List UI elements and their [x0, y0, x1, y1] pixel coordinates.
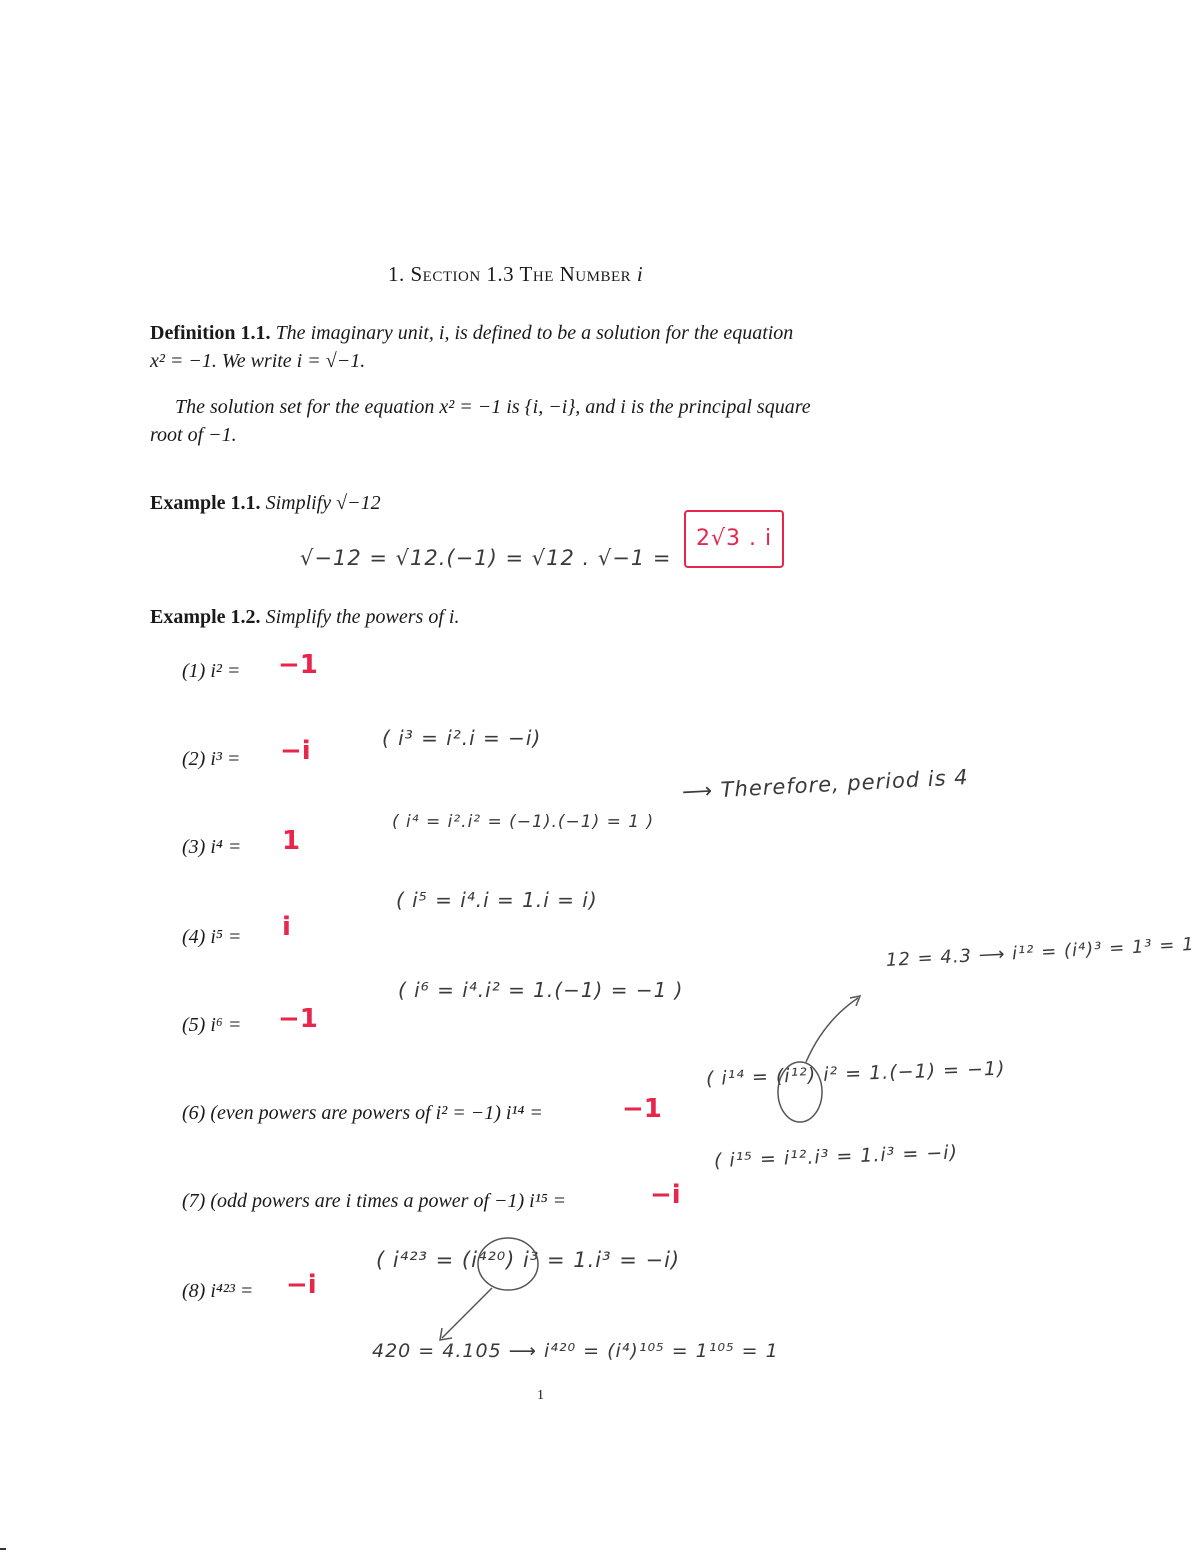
example2-prompt: Simplify the powers of i. — [265, 606, 460, 628]
example1-label: Example 1.1. — [150, 492, 261, 514]
item5-work: ( i⁶ = i⁴.i² = 1.(−1) = −1 ) — [398, 978, 684, 1002]
item6-answer: −1 — [622, 1094, 662, 1124]
example1-prompt: Simplify √−12 — [265, 492, 381, 514]
item3-answer: 1 — [282, 826, 301, 856]
item5-question: (5) i⁶ = — [182, 1014, 242, 1036]
definition-text: The imaginary unit, i, is defined to be a solution for the equation — [275, 322, 794, 344]
arrowhead-i12 — [850, 996, 860, 1006]
item4-work: ( i⁵ = i⁴.i = 1.i = i) — [396, 888, 598, 912]
item3-note: ⟶ Therefore, period is 4 — [681, 765, 970, 804]
item8-question: (8) i⁴²³ = — [182, 1280, 254, 1302]
item4-question: (4) i⁵ = — [182, 926, 242, 948]
section-title-symbol: i — [636, 262, 644, 286]
item5-answer: −1 — [278, 1004, 318, 1034]
item1-answer: −1 — [278, 650, 318, 680]
scan-mark — [0, 1548, 6, 1550]
item3-work: ( i⁴ = i².i² = (−1).(−1) = 1 ) — [392, 812, 655, 832]
item7-answer: −i — [650, 1180, 681, 1210]
item1-question: (1) i² = — [182, 660, 241, 682]
page-number: 1 — [537, 1388, 544, 1403]
side-note-420: 420 = 4.105 ⟶ i⁴²⁰ = (i⁴)¹⁰⁵ = 1¹⁰⁵ = 1 — [372, 1340, 779, 1362]
example1-work: √−12 = √12.(−1) = √12 . √−1 = — [300, 546, 672, 570]
solution-note-line1: The solution set for the equation x² = −1 is {i, −i}, and i is the principal square — [175, 396, 811, 418]
example2-label: Example 1.2. — [150, 606, 261, 628]
item8-answer: −i — [286, 1270, 317, 1300]
item7-work: ( i¹⁵ = i¹².i³ = 1.i³ = −i) — [713, 1141, 959, 1172]
item6-work: ( i¹⁴ = (i¹²) i² = 1.(−1) = −1) — [705, 1057, 1006, 1090]
item8-work: ( i⁴²³ = (i⁴²⁰) i³ = 1.i³ = −i) — [376, 1248, 681, 1272]
item2-question: (2) i³ = — [182, 748, 241, 770]
item3-question: (3) i⁴ = — [182, 836, 242, 858]
arrow-i420 — [442, 1288, 492, 1338]
definition-line2: x² = −1. We write i = √−1. — [150, 350, 366, 372]
solution-note-line2: root of −1. — [150, 424, 237, 446]
definition-label: Definition 1.1. — [150, 322, 271, 344]
circle-i12 — [778, 1062, 822, 1122]
arrow-i12 — [806, 998, 858, 1062]
item6-question: (6) (even powers are powers of i² = −1) i¹⁴ = — [182, 1102, 543, 1124]
circle-i420 — [478, 1238, 538, 1290]
example1-answer: 2√3 . i — [684, 510, 784, 568]
item2-answer: −i — [280, 736, 311, 766]
section-title-text: Section 1.3 The Number — [410, 262, 632, 286]
section-number: 1. — [388, 262, 405, 286]
item2-work: ( i³ = i².i = −i) — [382, 726, 542, 750]
item7-question: (7) (odd powers are i times a power of −1) i¹⁵ = — [182, 1190, 567, 1212]
side-note-12: 12 = 4.3 ⟶ i¹² = (i⁴)³ = 1³ = 1 — [885, 933, 1196, 971]
item4-answer: i — [282, 912, 291, 942]
